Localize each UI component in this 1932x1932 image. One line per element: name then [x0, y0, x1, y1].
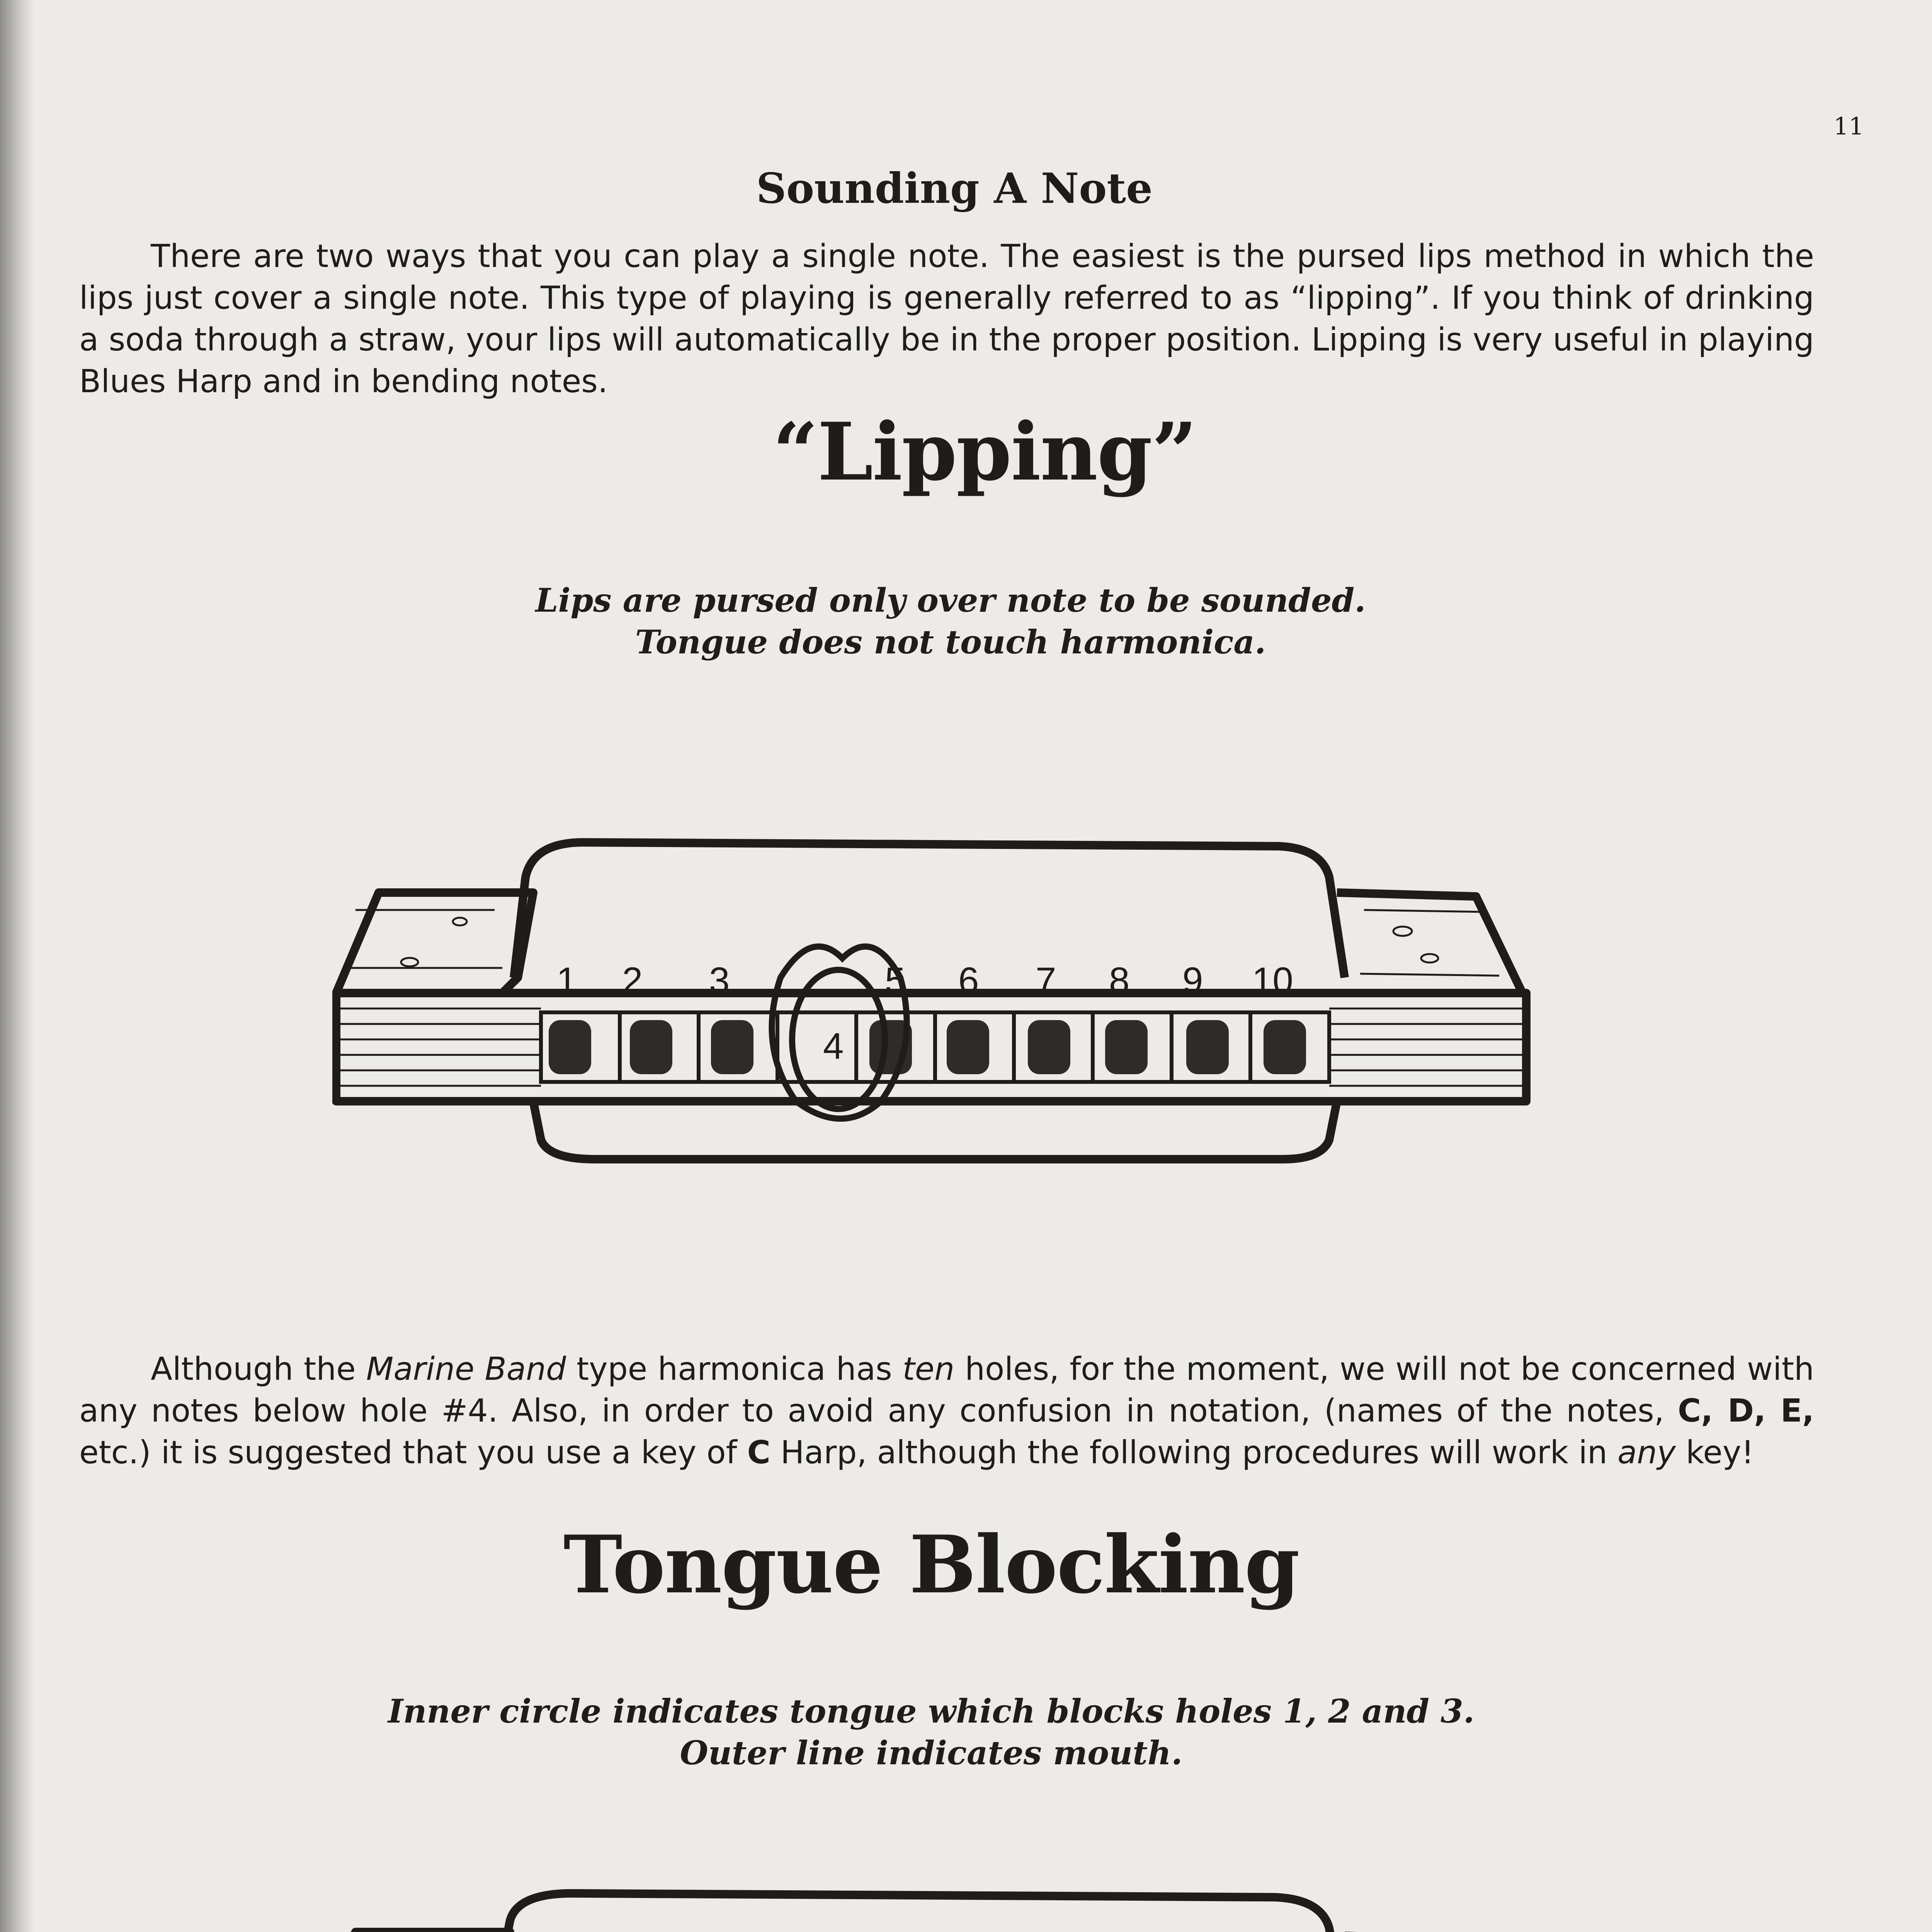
- hole-3: [711, 1020, 753, 1074]
- hole-6: [947, 1020, 989, 1074]
- ten-emphasis: ten: [902, 1351, 955, 1388]
- lipping-caption-line1: Lips are pursed only over note to be sounded.: [535, 581, 1366, 619]
- intro-text: There are two ways that you can play a single note. The easiest is the pursed lips method in which the lips just cover a single note. This type of playing is generally referred to as “lipping”. If you think of drinking a soda through a straw, your lips will automatically be in the proper position. Lipping is very useful in playing Blues Harp and in bending notes.: [79, 238, 1814, 400]
- middle-paragraph: [79, 1349, 1814, 1474]
- hole-2: [630, 1020, 672, 1074]
- tongue-blocking-caption-line1: Inner circle indicates tongue which blocks holes 1, 2 and 3.: [388, 1692, 1475, 1730]
- hole-label-8: 8: [1109, 960, 1130, 1001]
- hole-7: [1028, 1020, 1070, 1074]
- marine-band-emphasis: Marine Band: [366, 1351, 566, 1388]
- middle-text: [79, 1349, 1814, 1474]
- tongue-blocking-title: Tongue Blocking: [563, 1519, 1299, 1611]
- hole-10: [1264, 1020, 1306, 1074]
- intro-paragraph: [79, 236, 1814, 403]
- hole-label-4: 4: [823, 1026, 844, 1067]
- tongue-blocking-caption-line2: Outer line indicates mouth.: [680, 1734, 1183, 1772]
- hole-label-2: 2: [622, 960, 643, 1001]
- middle-text-part: etc.) it is suggested that you use a key of: [79, 1434, 747, 1471]
- hole-label-10: 10: [1252, 960, 1293, 1001]
- page-number: 11: [1833, 112, 1864, 140]
- middle-text-part: holes, for the moment, we will not be concerned with any notes below hole #4. Also, in order to avoid any confusion in notation, (names of the notes,: [79, 1351, 1814, 1429]
- hole-label-9: 9: [1182, 960, 1203, 1001]
- hole-label-5: 5: [885, 960, 906, 1001]
- any-emphasis: any: [1617, 1434, 1676, 1471]
- hole-label-6: 6: [958, 960, 979, 1001]
- hole-9: [1186, 1020, 1229, 1074]
- key-c-emphasis: C: [747, 1434, 770, 1471]
- lipping-title: “Lipping”: [772, 406, 1197, 498]
- hole-label-3: 3: [709, 960, 730, 1001]
- page-edge-shadow: [0, 0, 35, 1932]
- hole-1: [549, 1020, 591, 1074]
- top-cover-plate: [514, 842, 1345, 978]
- hole-8: [1105, 1020, 1148, 1074]
- right-end-block: [1337, 893, 1522, 993]
- lipping-caption-line2: Tongue does not touch harmonica.: [635, 623, 1266, 661]
- section-title: Sounding A Note: [756, 164, 1153, 213]
- hole-label-1: 1: [556, 960, 577, 1001]
- note-names-emphasis: C, D, E,: [1677, 1393, 1814, 1429]
- hole-label-7: 7: [1036, 960, 1056, 1001]
- left-end-block: [336, 893, 533, 993]
- middle-text-part: Although the: [151, 1351, 366, 1388]
- bottom-cover-plate: [533, 1101, 1337, 1159]
- lipping-caption: [0, 580, 1901, 663]
- middle-text-part: key!: [1675, 1434, 1754, 1471]
- middle-text-part: Harp, although the following procedures will work in: [770, 1434, 1618, 1471]
- lipping-harmonica-diagram: [332, 831, 1546, 1171]
- top-cover-plate: [491, 1893, 1345, 1932]
- middle-text-part: type harmonica has: [566, 1351, 903, 1388]
- tongue-blocking-harmonica-diagram: [301, 1886, 1546, 1932]
- tongue-blocking-caption: [0, 1690, 1862, 1774]
